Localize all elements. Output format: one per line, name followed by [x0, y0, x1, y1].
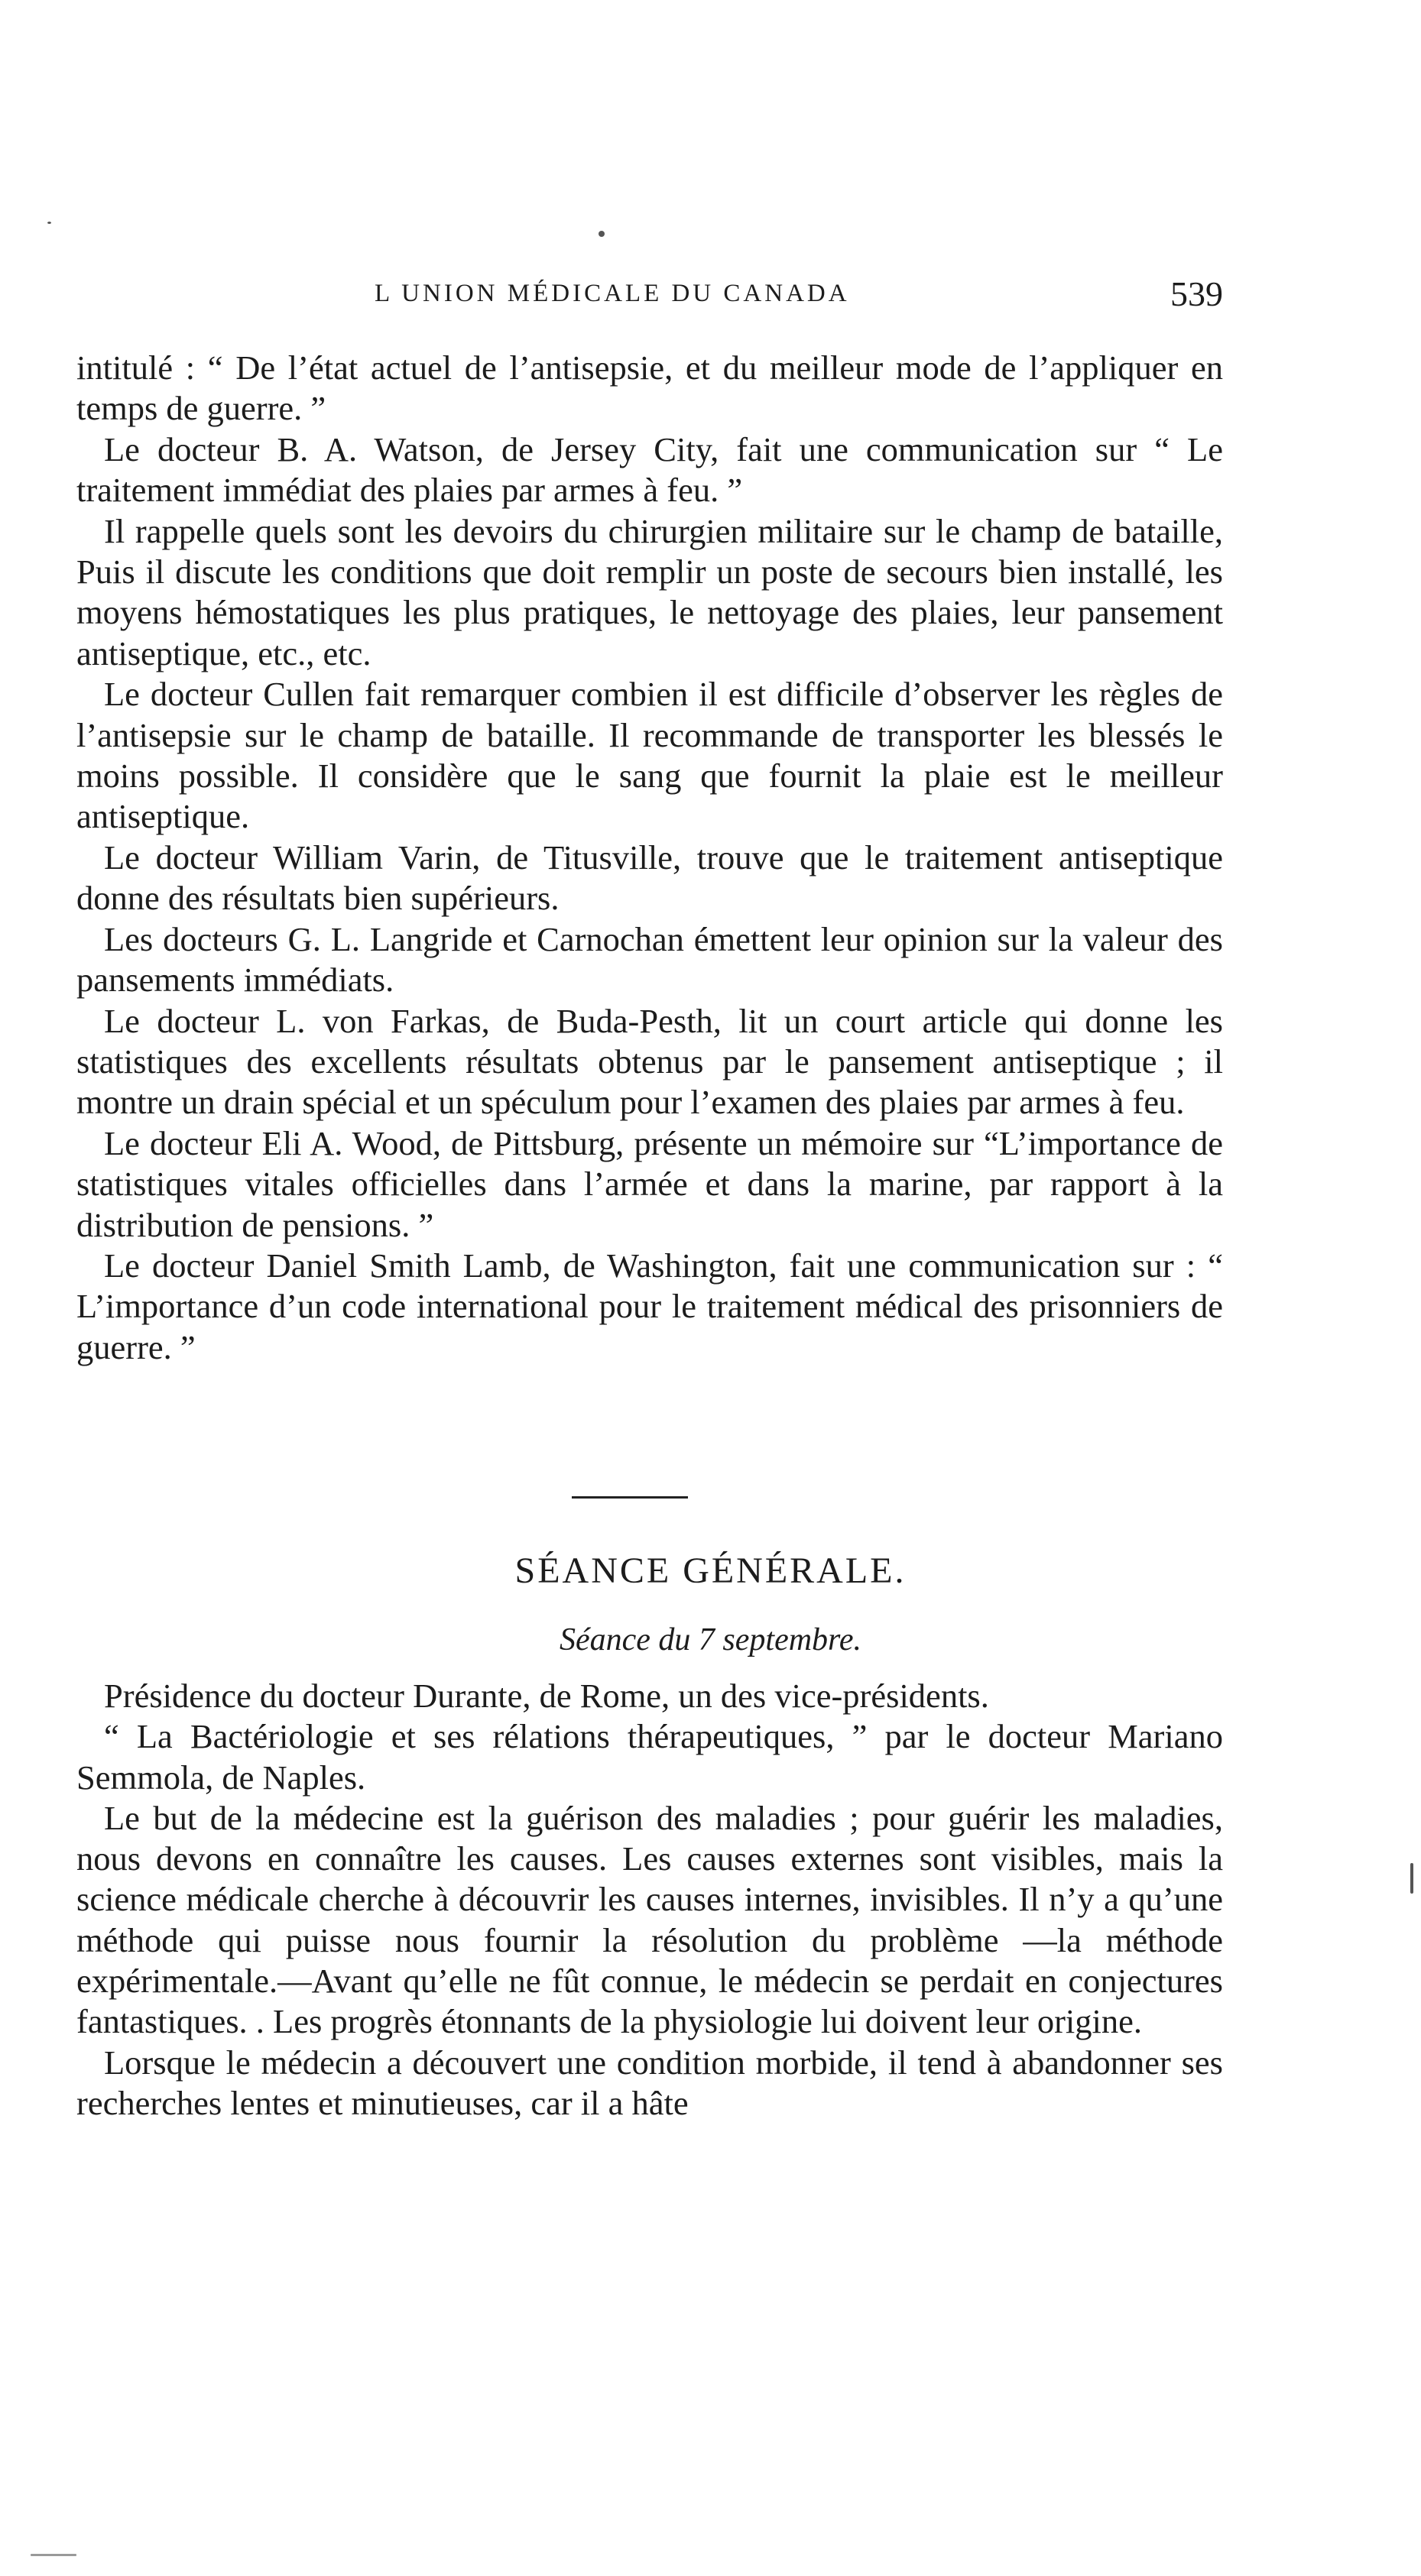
paragraph: Présidence du docteur Durante, de Rome, un des vice-présidents. — [104, 1677, 989, 1715]
paragraph: Lorsque le médecin a découvert une condition morbide, il tend à abandonner ses recherches lentes et minutieuses, car il a hâte — [76, 2043, 1223, 2122]
paragraph: Les docteurs G. L. Langride et Carnochan émettent leur opinion sur la valeur des pansements immédiats. — [76, 919, 1223, 1000]
page-number: 539 — [1170, 274, 1223, 313]
body-text-top — [76, 348, 1223, 1368]
running-head — [76, 274, 1223, 319]
paragraph: “ La Bactériologie et ses rélations thérapeutiques, ” par le docteur Mariano Semmola, de Naples. — [76, 1717, 1223, 1797]
scan-speck — [599, 231, 605, 237]
body-text-bottom — [76, 1676, 1223, 2124]
scan-speck — [1410, 1863, 1413, 1894]
paragraph: Le docteur Cullen fait remarquer combien il est difficile d’observer les règles de l’antisepsie sur le champ de bataille. Il recommande de transporter les blessés le moins possible. Il considère que le sang que fournit la plaie est le meilleur antiseptique. — [76, 675, 1223, 836]
paragraph: Le docteur L. von Farkas, de Buda-Pesth, lit un court article qui donne les statistiques des excellents résultats obtenus par le pansement antiseptique ; il montre un drain spécial et un spéculum pour l’examen des plaies par armes à feu. — [76, 1001, 1223, 1122]
scan-speck — [47, 222, 51, 224]
paragraph: Le docteur B. A. Watson, de Jersey City, fait une communication sur “ Le traitement immédiat des plaies par armes à feu. ” — [76, 429, 1223, 510]
scan-speck — [31, 2554, 76, 2556]
paragraph: Il rappelle quels sont les devoirs du chirurgien militaire sur le champ de bataille, Puis il discute les conditions que doit remplir un poste de secours bien installé, les moyens hémostatiques les plus pratiques, le nettoyage des plaies, leur pansement antiseptique, etc., etc. — [76, 511, 1223, 672]
section-divider — [572, 1496, 688, 1499]
paragraph: Le docteur William Varin, de Titusville, trouve que le traitement antiseptique donne des résultats bien supérieurs. — [76, 838, 1223, 918]
journal-title: L UNION MÉDICALE DU CANADA — [375, 280, 850, 307]
paragraph: intitulé : “ De l’état actuel de l’antisepsie, et du meilleur mode de l’appliquer en temps de guerre. ” — [76, 348, 1223, 428]
session-date: Séance du 7 septembre. — [560, 1622, 861, 1657]
paragraph: Le docteur Daniel Smith Lamb, de Washington, fait une communication sur : “ L’importance d’un code international pour le traitement médical des prisonniers de guerre. ” — [76, 1246, 1223, 1366]
paragraph: Le docteur Eli A. Wood, de Pittsburg, présente un mémoire sur “L’importance de statistiques vitales officielles dans l’armée et dans la marine, par rapport à la distribution de pensions. ” — [76, 1123, 1223, 1244]
section-heading: SÉANCE GÉNÉRALE. — [514, 1550, 907, 1591]
paragraph: Le but de la médecine est la guérison des maladies ; pour guérir les maladies, nous devons en connaître les causes. Les causes externes sont visibles, mais la science médicale cherche à découvrir les causes internes, invisibles. Il n’y a qu’une méthode qui puisse nous fournir la résolution du problème —la méthode expérimentale.—Avant qu’elle ne fût connue, le médecin se perdait en conjectures fantastiques. . Les progrès étonnants de la physiologie lui doivent leur origine. — [76, 1798, 1223, 2041]
